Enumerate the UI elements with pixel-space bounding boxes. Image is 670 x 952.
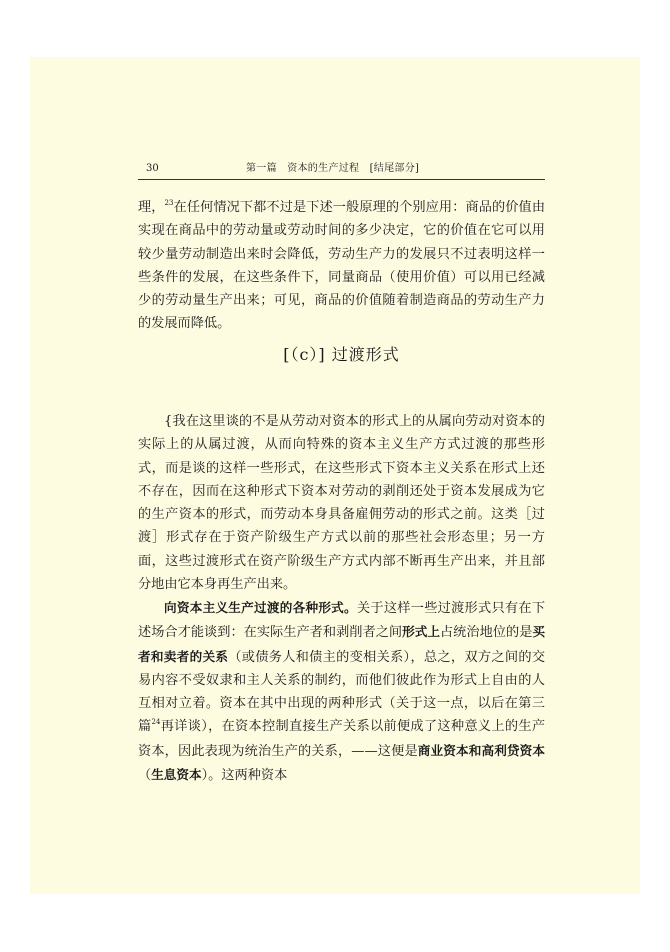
- paragraph-forms-of-transition: [138, 596, 545, 787]
- page-number: 30: [146, 163, 159, 174]
- text-run: （: [138, 768, 152, 784]
- text-run: （或债务人和债主的变相关系），总之，双方之间的交易内容不受奴隶和主人关系的制约，而他们彼此作为形式上自由的人互相对立着。资本在其中出现的两种形式（关于这一点，以后在第三篇: [138, 649, 545, 735]
- paragraph-lead: 理，: [138, 200, 165, 215]
- text-run: 关于这样一些过渡形式只有在下述场合才能谈到：在实际生产者和剥削者之间: [138, 601, 546, 641]
- section-heading: [（c）] 过渡形式: [283, 345, 400, 364]
- text-run: 占统治地位的是: [439, 625, 533, 641]
- bold-text: 商业资本和高利贷资本: [417, 742, 545, 758]
- footnote-ref-24: 24: [151, 718, 161, 727]
- paragraph-transition-forms: {我在这里谈的不是从劳动对资本的形式上的从属向劳动对资本的实际上的从属过渡，从而向特殊的资本主义生产方式过渡的那些形式，而是谈的这样一些形式，在这些形式下资本主义关系在形式上还不存在，因而在这种形式下资本对劳动的剥削还处于资本发展成为它的生产资本的形式，而劳动本身具备雇佣劳动的形式之前。这类［过渡］形式存在于资产阶级生产方式以前的那些社会形态里；另一方面，这些过渡形式在资产阶级生产方式内部不断再生产出来，并且部分地由它本身再生产出来。: [138, 414, 545, 593]
- running-header: [138, 161, 545, 180]
- paragraph-continuation: [138, 196, 545, 336]
- header-title: 第一篇 资本的生产过程 [结尾部分]: [246, 163, 420, 174]
- paragraph-text: 在任何情况下都不过是下述一般原理的个别应用：商品的价值由实现在商品中的劳动量或劳动时间的多少决定，它的价值在它可以用较少量劳动制造出来时会降低，劳动生产力的发展只不过表明这样一些条件的发展，在这些条件下，同量商品（使用价值）可以用已经减少的劳动量生产出来；可见，商品的价值随着制造商品的劳动生产力的发展而降低。: [138, 200, 546, 332]
- footnote-ref-23: 23: [164, 199, 174, 207]
- text-run: ）。这两种资本: [201, 768, 288, 784]
- bold-text: 生息资本: [151, 767, 202, 783]
- bold-text: 形式上: [402, 624, 440, 640]
- bold-text: 向资本主义生产过渡的各种形式。: [164, 600, 357, 615]
- text-run: 再详谈），在资本控制直接生产关系以前便成了这种意义上的生产资本，因此表现为统治生产的关系，——这便是: [138, 719, 546, 759]
- bold-text: 买者和卖者的关系: [138, 624, 546, 664]
